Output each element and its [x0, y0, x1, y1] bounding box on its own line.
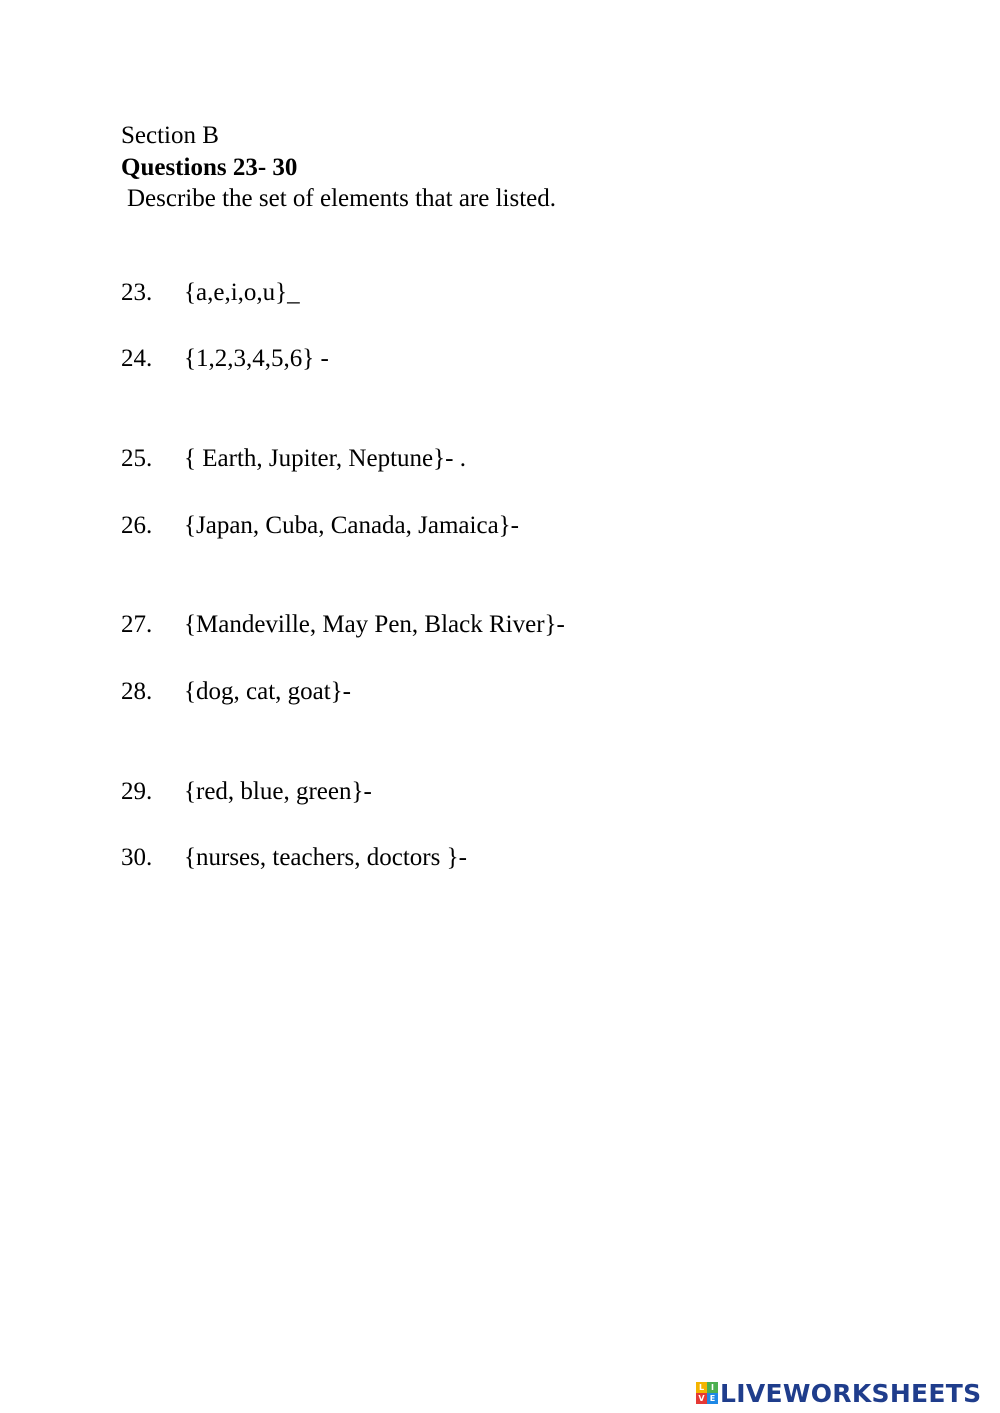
question-number: 23.	[121, 279, 153, 306]
liveworksheets-logo	[696, 1375, 981, 1411]
liveworksheets-logo-icon	[696, 1382, 718, 1404]
question-set: {dog, cat, goat}-	[184, 678, 352, 705]
question-number: 26.	[121, 512, 153, 539]
instruction-text: Describe the set of elements that are listed.	[127, 185, 557, 212]
question-item	[121, 677, 351, 707]
question-set: {Japan, Cuba, Canada, Jamaica}-	[184, 512, 519, 539]
question-item	[121, 344, 329, 374]
question-set: {Mandeville, May Pen, Black River}-	[184, 611, 565, 638]
question-item	[121, 278, 300, 308]
section-label: Section B	[121, 122, 219, 149]
question-set: {1,2,3,4,5,6} -	[184, 345, 329, 372]
question-set: {nurses, teachers, doctors }-	[184, 844, 467, 871]
question-item	[121, 511, 519, 541]
logo-mark-letter: L	[696, 1382, 707, 1393]
question-number: 25.	[121, 445, 153, 472]
logo-mark-letter: E	[707, 1393, 718, 1404]
question-number: 27.	[121, 611, 153, 638]
question-number: 30.	[121, 844, 153, 871]
question-set: {red, blue, green}-	[184, 778, 372, 805]
question-number: 24.	[121, 345, 153, 372]
logo-mark-letter: V	[696, 1393, 707, 1404]
question-number: 29.	[121, 778, 153, 805]
question-item	[121, 444, 466, 474]
question-number: 28.	[121, 678, 153, 705]
question-item	[121, 843, 467, 873]
logo-mark-letter: I	[707, 1382, 718, 1393]
question-set: {a,e,i,o,u}_	[184, 279, 300, 306]
question-set: { Earth, Jupiter, Neptune}- .	[184, 445, 466, 472]
question-item	[121, 777, 372, 807]
question-item	[121, 610, 565, 640]
logo-text: LIVEWORKSHEETS	[720, 1378, 982, 1408]
questions-heading: Questions 23- 30	[121, 154, 298, 181]
